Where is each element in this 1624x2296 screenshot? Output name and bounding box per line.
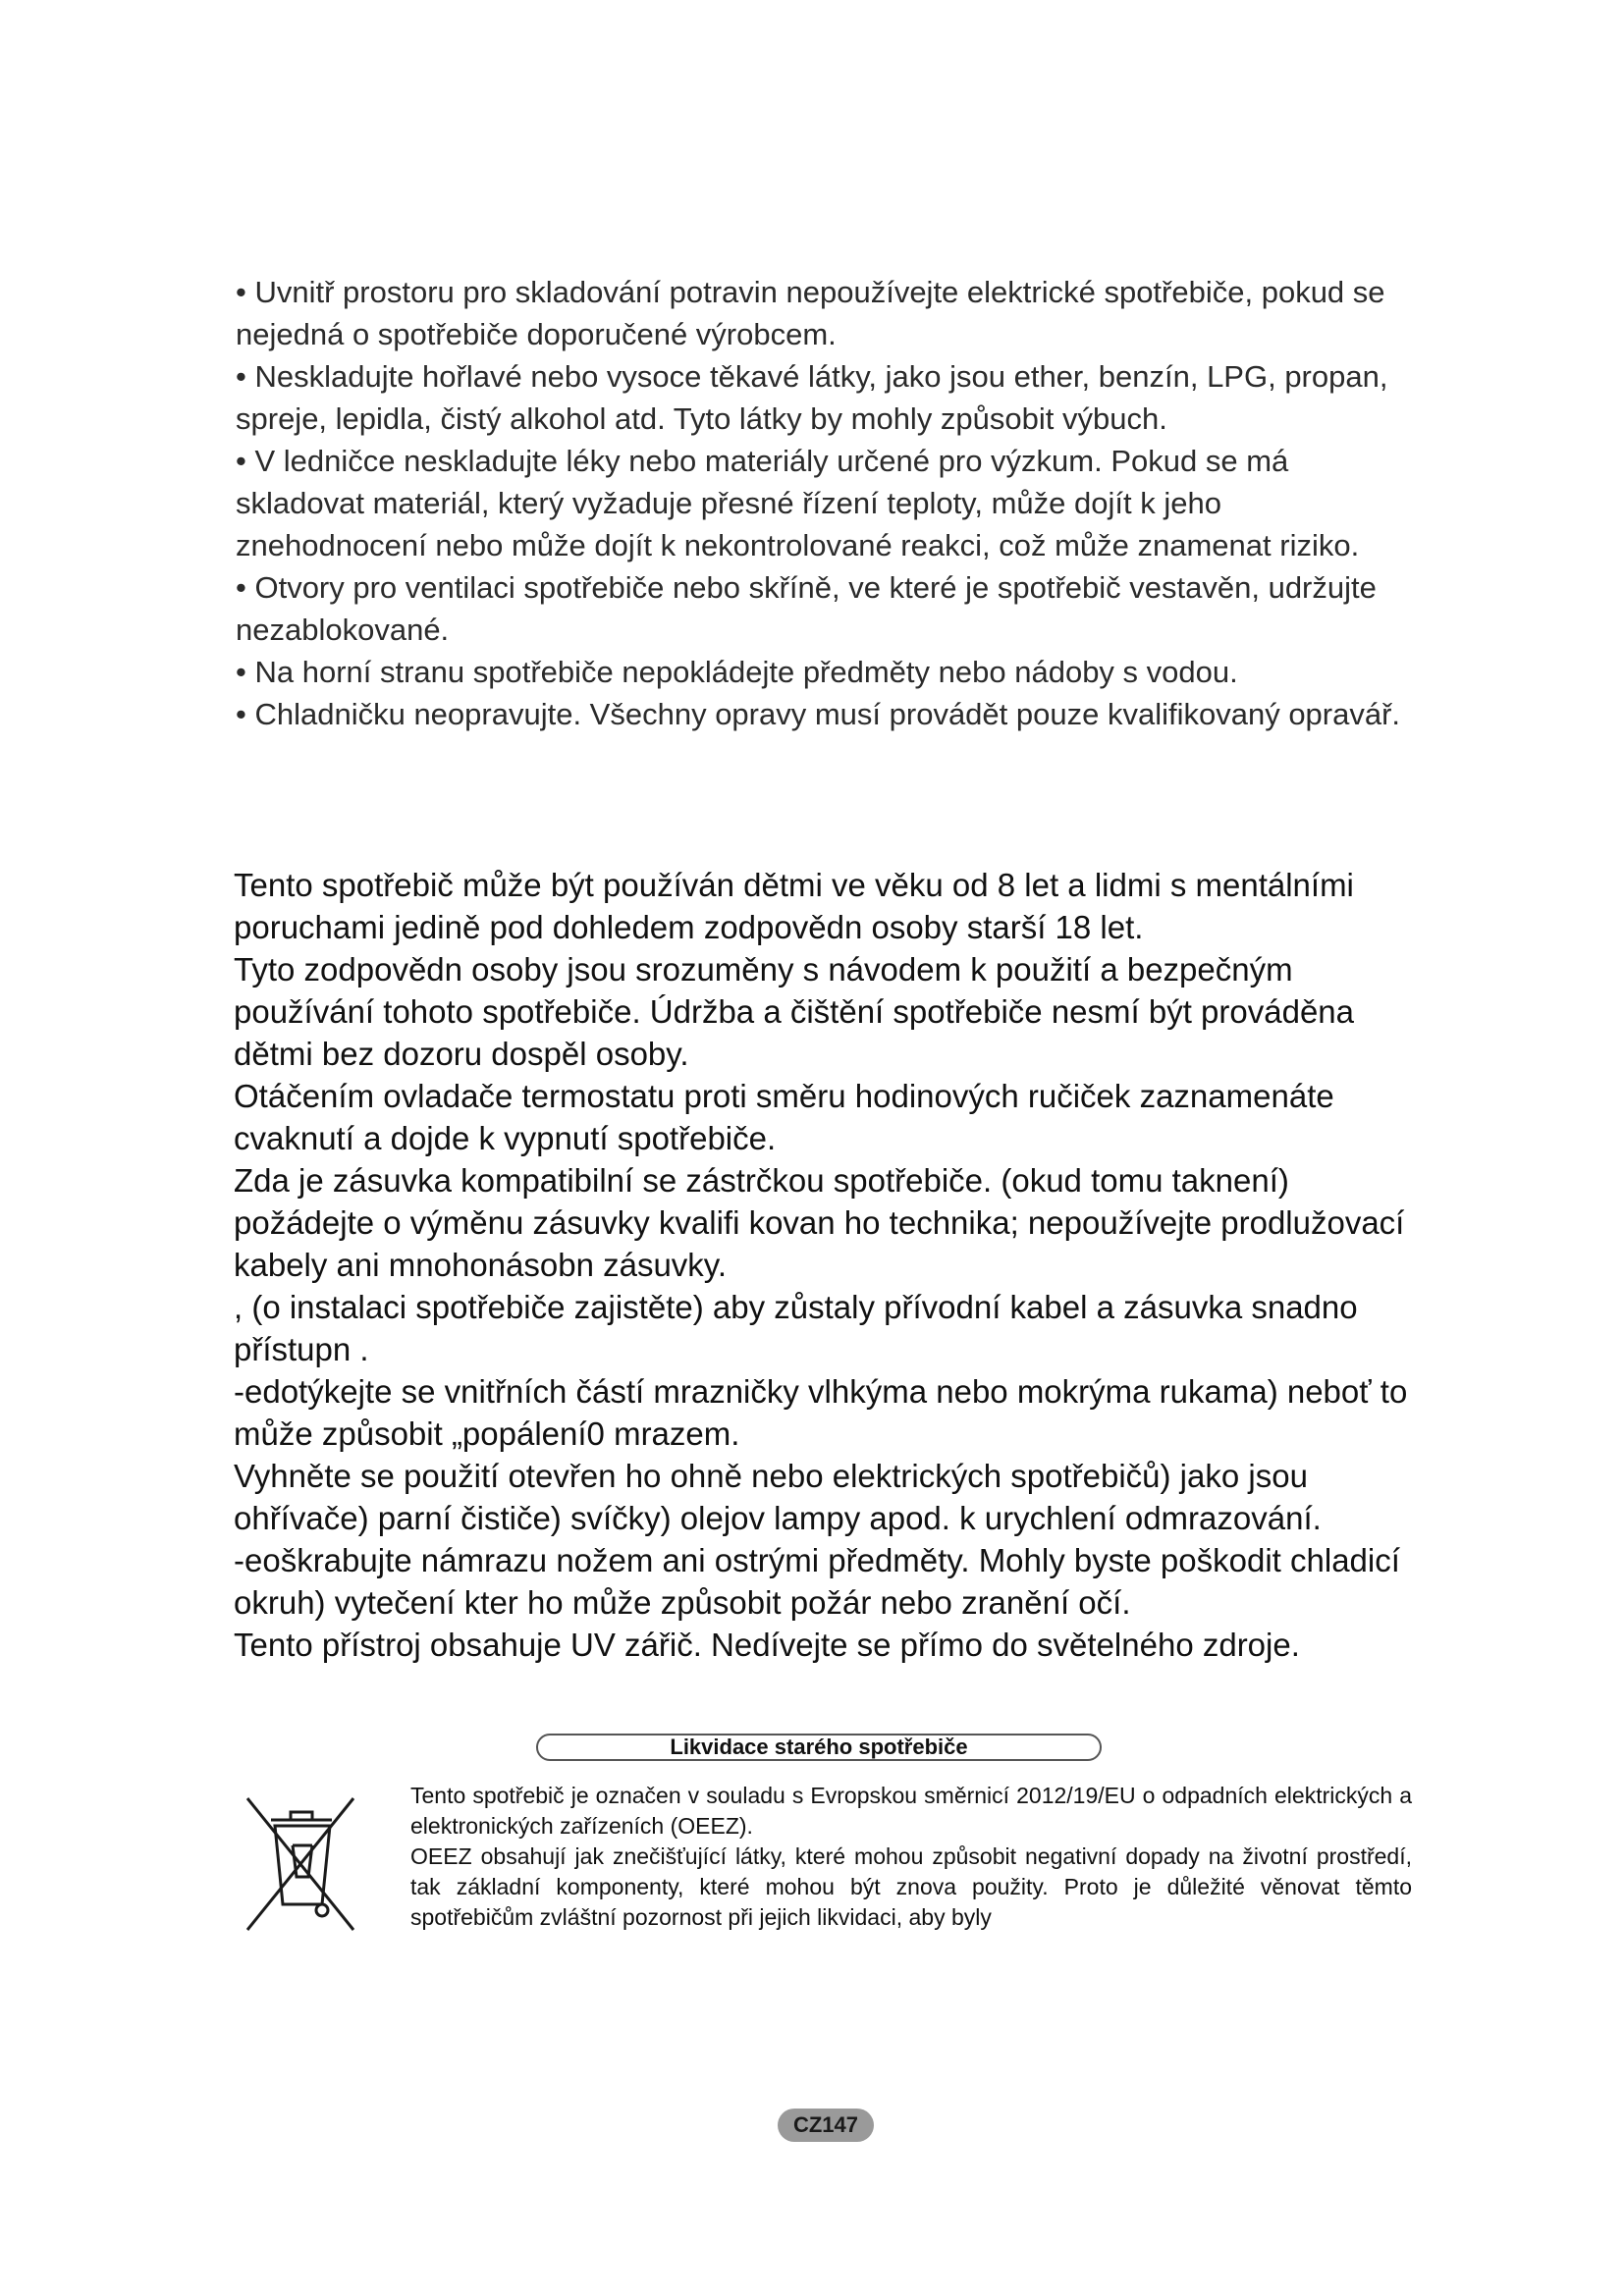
page-number-badge: CZ147 [778, 2109, 874, 2142]
disposal-text [410, 1781, 1412, 1933]
paragraph-thermostat: Otáčením ovladače termostatu proti směru hodinových ručiček zaznamenáte cvaknutí a dojde k vypnutí spotřebiče. [234, 1078, 1334, 1156]
disposal-paragraph-pollutants: OEEZ obsahují jak znečišťující látky, které mohou způsobit negativní dopady na životní prostředí, tak základní komponenty, které mohou být znova použity. Proto je důležité věnovat těmto spotřebičům zvláštní pozornost při jejich likvidaci, aby byly [410, 1843, 1412, 1930]
safety-bullet-6: • Chladničku neopravujte. Všechny opravy musí provádět pouze kvalifikovaný opravář. [236, 697, 1401, 731]
paragraph-children-supervision: Tento spotřebič může být používán dětmi ve věku od 8 let a lidmi s mentálními poruchami jedině pod dohledem zodpovědn osoby starší 18 let. [234, 867, 1354, 945]
safety-bullet-3: • V ledničce neskladujte léky nebo materiály určené pro výzkum. Pokud se má skladovat materiál, který vyžaduje přesné řízení teploty, může dojít k jeho znehodnocení nebo může dojít k nekontrolované reakci, což může znamenat riziko. [236, 444, 1360, 562]
safety-bullet-5: • Na horní stranu spotřebiče nepokládejte předměty nebo nádoby s vodou. [236, 655, 1238, 689]
safety-bullet-list [236, 271, 1410, 735]
crossed-out-wheelie-bin-icon [242, 1789, 359, 1936]
paragraph-uv-emitter: Tento přístroj obsahuje UV zářič. Nedívejte se přímo do světelného zdroje. [234, 1627, 1300, 1663]
paragraph-open-fire: Vyhněte se použití otevřen ho ohně nebo elektrických spotřebičů) jako jsou ohřívače) parní čističe) svíčky) olejov lampy apod. k urychlení odmrazování. [234, 1458, 1322, 1536]
instruction-paragraphs [234, 864, 1412, 1666]
safety-bullet-2: • Neskladujte hořlavé nebo vysoce těkavé látky, jako jsou ether, benzín, LPG, propan, spreje, lepidla, čistý alkohol atd. Tyto látky by mohly způsobit výbuch. [236, 359, 1388, 436]
safety-bullet-4: • Otvory pro ventilaci spotřebiče nebo skříně, ve které je spotřebič vestavěn, udržujte nezablokované. [236, 570, 1377, 647]
safety-bullet-1: • Uvnitř prostoru pro skladování potravin nepoužívejte elektrické spotřebiče, pokud se nejedná o spotřebiče doporučené výrobcem. [236, 275, 1385, 351]
disposal-section-title: Likvidace starého spotřebiče [536, 1734, 1102, 1761]
paragraph-ice-scraping: -eoškrabujte námrazu nožem ani ostrými předměty. Mohly byste poškodit chladicí okruh) vytečení kter ho může způsobit požár nebo zranění očí. [234, 1542, 1400, 1621]
paragraph-responsible-persons: Tyto zodpovědn osoby jsou srozuměny s návodem k použití a bezpečným používání tohoto spotřebiče. Údržba a čištění spotřebiče nesmí být prováděna dětmi bez dozoru dospěl osoby. [234, 951, 1354, 1072]
disposal-paragraph-directive: Tento spotřebič je označen v souladu s Evropskou směrnicí 2012/19/EU o odpadních elektrických a elektronických zařízeních (OEEZ). [410, 1783, 1412, 1839]
paragraph-cable-access: , (o instalaci spotřebiče zajistěte) aby zůstaly přívodní kabel a zásuvka snadno přístupn . [234, 1289, 1358, 1367]
paragraph-socket: Zda je zásuvka kompatibilní se zástrčkou spotřebiče. (okud tomu taknení) požádejte o výměnu zásuvky kvalifi kovan ho technika; nepoužívejte prodlužovací kabely ani mnohonásobn zásuvky. [234, 1162, 1405, 1283]
paragraph-wet-hands: -edotýkejte se vnitřních částí mrazničky vlhkýma nebo mokrýma rukama) neboť to může způsobit „popálení0 mrazem. [234, 1373, 1408, 1452]
